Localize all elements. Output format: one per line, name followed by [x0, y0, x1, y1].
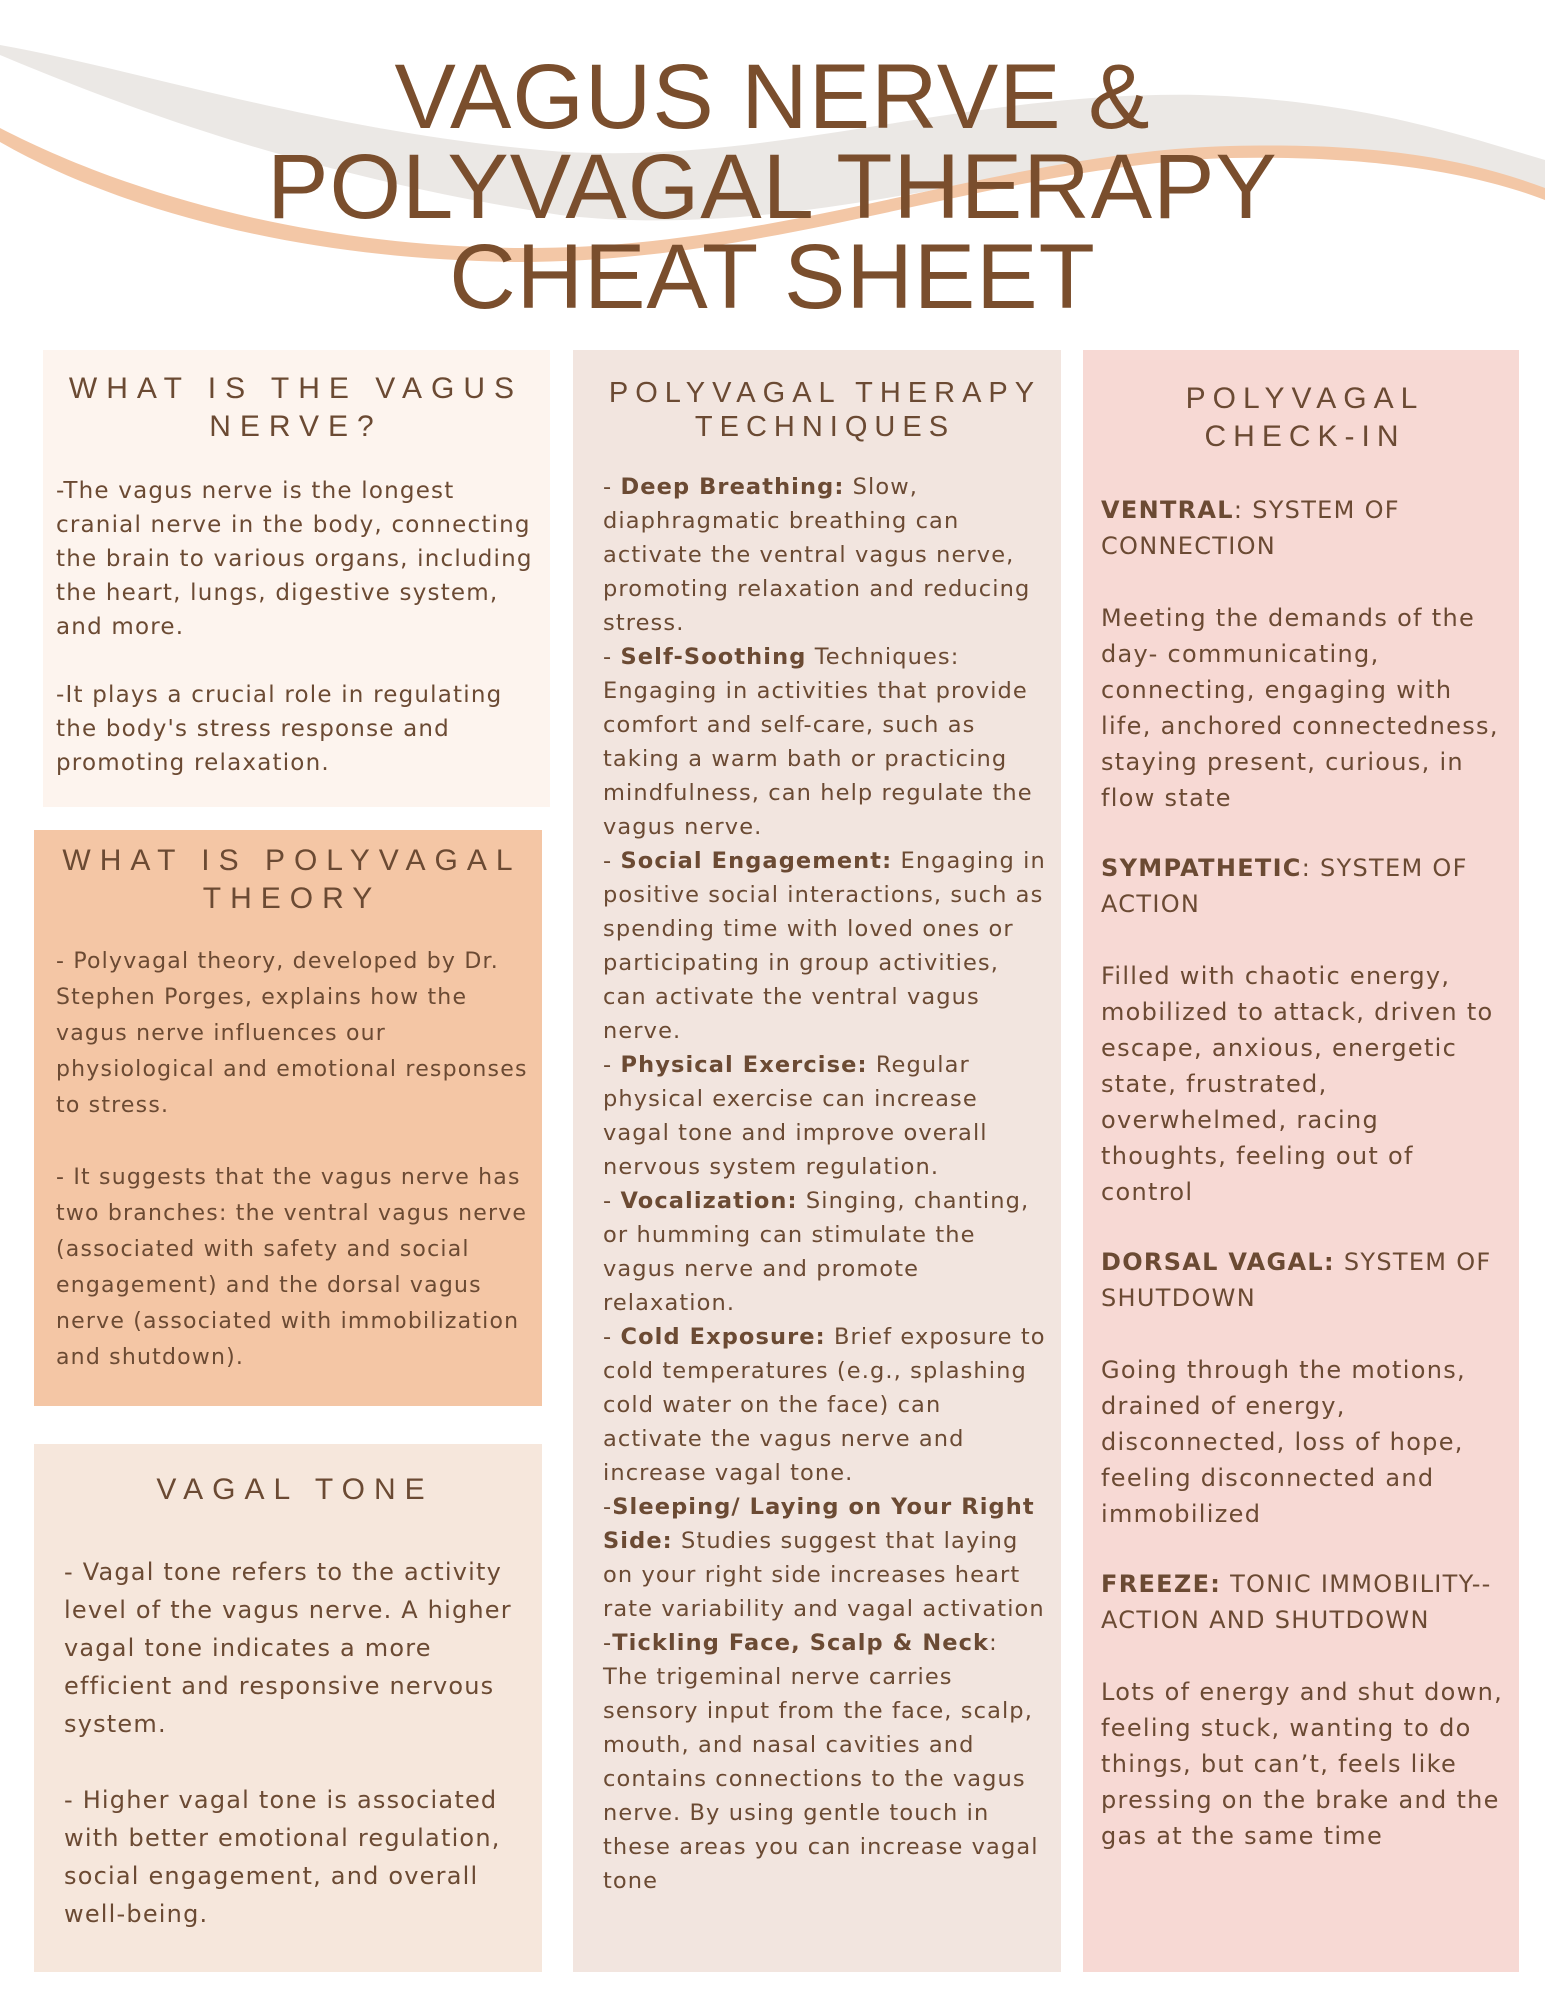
state-name: DORSAL VAGAL:: [1101, 1248, 1335, 1276]
state-title: [1101, 1244, 1509, 1316]
state-description: Filled with chaotic energy, mobilized to attack, driven to escape, anxious, energetic state, frustrated, overwhelmed, racing thoughts, feeling out of control: [1101, 962, 1494, 1206]
technique-text: Brief exposure to cold temperatures (e.g., splashing cold water on the face) can activate the vagus nerve and increase vagal tone.: [603, 1324, 1046, 1486]
state-title: [1101, 850, 1509, 922]
technique-item: [603, 1626, 1047, 1898]
technique-item: [603, 1490, 1047, 1626]
state-label: SYSTEM OF SHUTDOWN: [1101, 1248, 1492, 1312]
vagal-tone-card: [34, 1444, 542, 1972]
technique-prefix: -: [603, 1188, 621, 1214]
techniques-card: [573, 350, 1061, 1972]
technique-text: Regular physical exercise can increase vagal tone and improve overall nervous system regulation.: [603, 1052, 988, 1180]
technique-text: Techniques: Engaging in activities that provide comfort and self-care, such as taking a warm bath or practicing mindfulness, can help regulate the vagus nerve.: [603, 644, 1033, 840]
polyvagal-theory-paragraph: - It suggests that the vagus nerve has two branches: the ventral vagus nerve (associated with safety and social engagement) and the dorsal vagus nerve (associated with immobilization and shutdown).: [56, 1165, 528, 1370]
technique-name: Self-Soothing: [620, 644, 807, 670]
technique-prefix: -: [603, 1494, 613, 1520]
technique-name: Social Engagement:: [620, 848, 893, 874]
technique-name: Tickling Face, Scalp & Neck: [612, 1630, 990, 1656]
technique-item: [603, 470, 1047, 640]
technique-name: Sleeping/ Laying on Your Right Side:: [603, 1494, 1035, 1554]
technique-prefix: -: [603, 1630, 613, 1656]
vagal-tone-heading: VAGAL TONE: [156, 1473, 434, 1506]
vagal-tone-paragraph: - Vagal tone refers to the activity level of the vagus nerve. A higher vagal tone indicates a more efficient and responsive nervous system.: [64, 1558, 512, 1738]
state-title: [1101, 1566, 1509, 1638]
technique-item: [603, 640, 1047, 844]
state-description: Meeting the demands of the day- communicating, connecting, engaging with life, anchored connectedness, staying present, curious, in flow state: [1101, 604, 1499, 812]
technique-prefix: -: [603, 1052, 621, 1078]
polyvagal-theory-card: [34, 830, 542, 1406]
state-name: SYMPATHETIC: [1101, 854, 1302, 882]
state-name: FREEZE:: [1101, 1570, 1222, 1598]
technique-text: Studies suggest that laying on your right side increases heart rate variability and vagal activation: [603, 1528, 1045, 1622]
title-line-1: VAGUS NERVE &: [394, 46, 1151, 148]
polyvagal-theory-paragraph: - Polyvagal theory, developed by Dr. Stephen Porges, explains how the vagus nerve influences our physiological and emotional responses to stress.: [56, 949, 528, 1118]
state-name: VENTRAL: [1101, 496, 1234, 524]
technique-text: Slow, diaphragmatic breathing can activate the ventral vagus nerve, promoting relaxation and reducing stress.: [603, 474, 1031, 636]
technique-name: Cold Exposure:: [620, 1324, 826, 1350]
state-label: TONIC IMMOBILITY-- ACTION AND SHUTDOWN: [1101, 1570, 1492, 1634]
polyvagal-theory-heading: WHAT IS POLYVAGAL THEORY: [62, 844, 522, 915]
state-description: Going through the motions, drained of energy, disconnected, loss of hope, feeling disconnected and immobilized: [1101, 1356, 1466, 1528]
state-label: : SYSTEM OF ACTION: [1101, 854, 1468, 918]
technique-text: : The trigeminal nerve carries sensory input from the face, scalp, mouth, and nasal cavities and contains connections to the vagus nerve. By using gentle touch in these areas you can increase vagal tone: [603, 1630, 1039, 1894]
vagus-nerve-paragraph: -It plays a crucial role in regulating the body's stress response and promoting relaxation.: [56, 682, 503, 776]
technique-text: Singing, chanting, or humming can stimulate the vagus nerve and promote relaxation.: [603, 1188, 1030, 1316]
technique-name: Deep Breathing:: [620, 474, 845, 500]
check-in-card: [1083, 350, 1519, 1972]
technique-item: [603, 844, 1047, 1048]
techniques-list: [603, 470, 1047, 1898]
vagus-nerve-heading: WHAT IS THE VAGUS NERVE?: [68, 372, 524, 443]
page-title: [0, 46, 1545, 328]
technique-name: Physical Exercise:: [620, 1052, 868, 1078]
vagal-tone-paragraph: - Higher vagal tone is associated with better emotional regulation, social engagement, and overall well-being.: [64, 1786, 501, 1928]
technique-text: Engaging in positive social interactions, such as spending time with loved ones or participating in group activities, can activate the ventral vagus nerve.: [603, 848, 1046, 1044]
technique-prefix: -: [603, 474, 621, 500]
technique-name: Vocalization:: [620, 1188, 798, 1214]
vagus-nerve-card: [43, 350, 550, 807]
techniques-heading: POLYVAGAL THERAPY TECHNIQUES: [608, 377, 1042, 443]
title-line-3: CHEAT SHEET: [449, 226, 1096, 328]
check-in-heading: POLYVAGAL CHECK-IN: [1185, 382, 1425, 453]
state-title: [1101, 492, 1509, 564]
technique-item: [603, 1320, 1047, 1490]
technique-item: [603, 1184, 1047, 1320]
technique-item: [603, 1048, 1047, 1184]
title-line-2: POLYVAGAL THERAPY: [267, 136, 1278, 238]
technique-prefix: -: [603, 644, 621, 670]
technique-prefix: -: [603, 848, 621, 874]
technique-prefix: -: [603, 1324, 621, 1350]
state-description: Lots of energy and shut down, feeling stuck, wanting to do things, but can’t, feels like pressing on the brake and the gas at the same time: [1101, 1678, 1504, 1850]
state-label: : SYSTEM OF CONNECTION: [1101, 496, 1400, 560]
vagus-nerve-paragraph: -The vagus nerve is the longest cranial nerve in the body, connecting the brain to various organs, including the heart, lungs, digestive system, and more.: [56, 478, 533, 640]
